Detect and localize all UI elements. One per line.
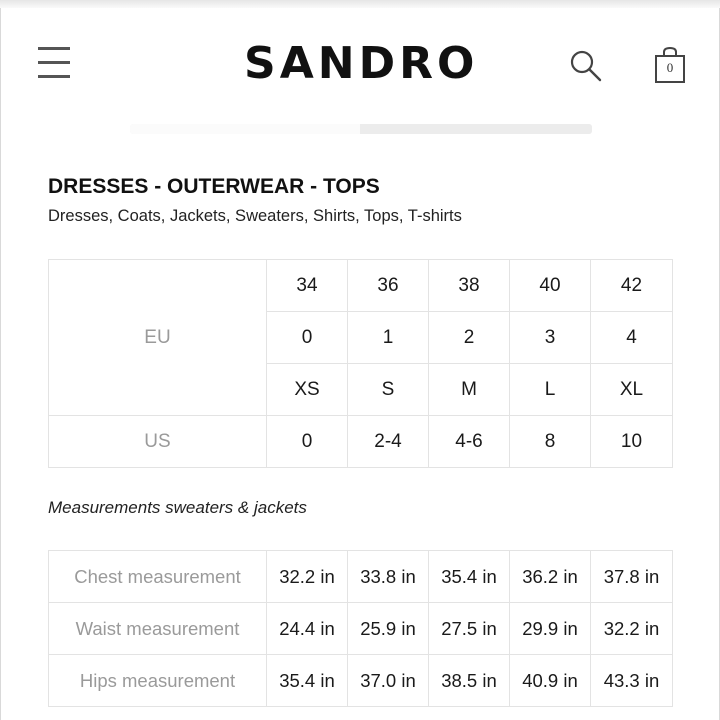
measurement-cell: 25.9 in xyxy=(348,603,429,655)
us-label: US xyxy=(49,416,267,468)
measurement-cell: 37.8 in xyxy=(591,551,673,603)
measurement-cell: 32.2 in xyxy=(591,603,673,655)
measurement-cell: 35.4 in xyxy=(429,551,510,603)
browser-top-edge xyxy=(0,0,720,8)
size-cell: XL xyxy=(591,364,673,416)
size-cell: S xyxy=(348,364,429,416)
size-cell: 42 xyxy=(591,260,673,312)
measurement-row xyxy=(49,551,673,603)
size-cell: 8 xyxy=(510,416,591,468)
measurement-label: Chest measurement xyxy=(49,551,267,603)
size-cell: 38 xyxy=(429,260,510,312)
size-cell: 0 xyxy=(267,416,348,468)
size-cell: 10 xyxy=(591,416,673,468)
size-cell: 4-6 xyxy=(429,416,510,468)
eu-label: EU xyxy=(49,260,267,416)
size-tab-bar xyxy=(130,124,592,134)
hamburger-menu-icon xyxy=(38,47,70,50)
measurements-title: Measurements sweaters & jackets xyxy=(48,498,307,517)
measurement-cell: 32.2 in xyxy=(267,551,348,603)
site-header xyxy=(0,30,720,100)
measurement-row xyxy=(49,603,673,655)
size-cell: 36 xyxy=(348,260,429,312)
tab-right[interactable] xyxy=(360,124,592,134)
measurement-cell: 33.8 in xyxy=(348,551,429,603)
size-cell: L xyxy=(510,364,591,416)
measurement-cell: 38.5 in xyxy=(429,655,510,707)
cart-count-badge: 0 xyxy=(666,60,674,75)
section-subtitle: Dresses, Coats, Jackets, Sweaters, Shirts, Tops, T-shirts xyxy=(48,207,462,225)
measurements-table xyxy=(48,550,673,707)
measurement-cell: 37.0 in xyxy=(348,655,429,707)
size-cell: 0 xyxy=(267,312,348,364)
size-row-eu xyxy=(49,260,673,312)
size-cell: 3 xyxy=(510,312,591,364)
size-cell: 4 xyxy=(591,312,673,364)
measurement-cell: 27.5 in xyxy=(429,603,510,655)
brand-logo[interactable]: SANDRO xyxy=(244,38,479,89)
size-cell: 1 xyxy=(348,312,429,364)
search-button[interactable] xyxy=(568,48,604,84)
size-cell: XS xyxy=(267,364,348,416)
size-conversion-table xyxy=(48,259,673,468)
section-title: DRESSES - OUTERWEAR - TOPS xyxy=(48,175,380,198)
search-icon xyxy=(568,48,604,84)
measurement-cell: 43.3 in xyxy=(591,655,673,707)
measurement-cell: 29.9 in xyxy=(510,603,591,655)
menu-button[interactable] xyxy=(38,45,72,79)
size-cell: 34 xyxy=(267,260,348,312)
size-cell: 2 xyxy=(429,312,510,364)
size-row-us xyxy=(49,416,673,468)
measurement-label: Hips measurement xyxy=(49,655,267,707)
size-cell: M xyxy=(429,364,510,416)
measurement-cell: 35.4 in xyxy=(267,655,348,707)
measurement-cell: 36.2 in xyxy=(510,551,591,603)
measurement-row xyxy=(49,655,673,707)
measurement-cell: 40.9 in xyxy=(510,655,591,707)
size-cell: 40 xyxy=(510,260,591,312)
size-cell: 2-4 xyxy=(348,416,429,468)
tab-left[interactable] xyxy=(130,124,360,134)
cart-button[interactable] xyxy=(652,46,688,86)
measurement-label: Waist measurement xyxy=(49,603,267,655)
measurement-cell: 24.4 in xyxy=(267,603,348,655)
